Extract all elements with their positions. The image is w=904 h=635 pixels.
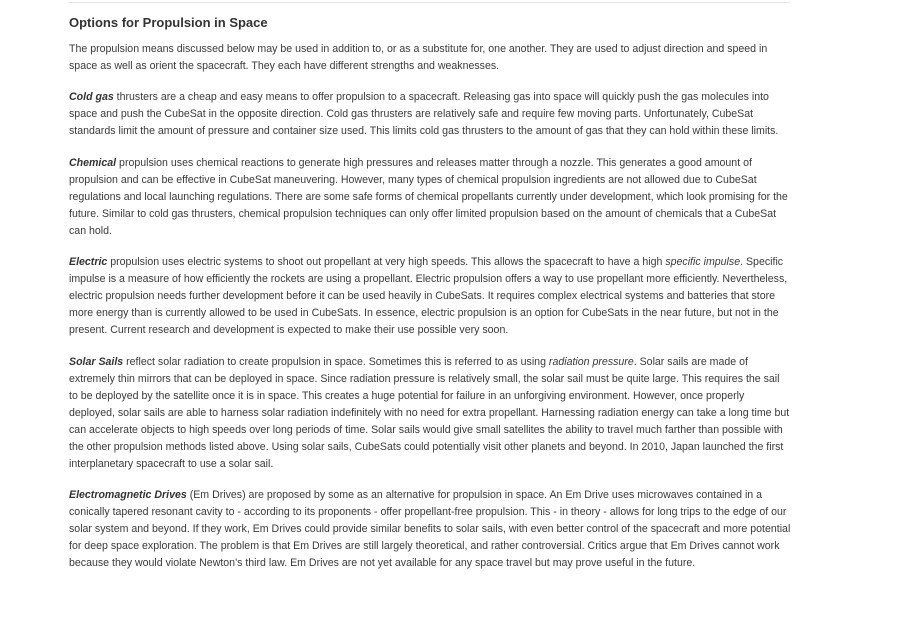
chemical-paragraph <box>69 155 791 240</box>
solar-sails-term: Solar Sails <box>69 355 124 368</box>
cold-gas-paragraph <box>69 89 791 140</box>
top-divider <box>69 2 790 3</box>
solar-sails-text-after: . Solar sails are made of extremely thin mirrors that can be deployed in space. Since radiation pressure is relatively small, the solar sail must be quite large. This requires the sail to be deployed by the satellite once it is in space. This creates a huge potential for failure in an unforgiving environment. However, once properly deployed, solar sails are able to harness solar radiation indefinitely with no need for extra propellant. Harnessing radiation energy can take a long time but can accelerate objects to high speeds over long periods of time. Solar sails would give small satellites the ability to travel much farther than possible with the other propulsion methods listed above. Using solar sails, CubeSats could potentially visit other planets and beyond. In 2010, Japan launched the first interplanetary spacecraft to use a solar sail. <box>69 355 790 470</box>
em-drives-term: Electromagnetic Drives <box>69 488 187 501</box>
solar-sails-text-before: reflect solar radiation to create propulsion in space. Sometimes this is referred to as using <box>123 355 549 368</box>
electric-text-before: propulsion uses electric systems to shoot out propellant at very high speeds. This allows the spacecraft to have a high <box>107 256 666 269</box>
em-drives-text: (Em Drives) are proposed by some as an alternative for propulsion in space. An Em Drive uses microwaves contained in a conically tapered resonant cavity to - according to its proponents - offer propellant-free propulsion. This - in theory - allows for long trips to the edge of our solar system and beyond. If they work, Em Drives could provide similar benefits to solar sails, with even better control of the spacecraft and more potential for deep space exploration. The problem is that Em Drives are still largely theoretical, and rather controversial. Critics argue that Em Drives cannot work because they would violate Newton's third law. Em Drives are not yet available for any space travel but may prove useful in the future. <box>69 488 791 569</box>
section-heading: Options for Propulsion in Space <box>69 15 268 30</box>
article-content <box>69 14 791 572</box>
chemical-term: Chemical <box>69 156 117 169</box>
electric-paragraph <box>69 254 791 339</box>
chemical-text: propulsion uses chemical reactions to generate high pressures and releases matter through a nozzle. This generates a good amount of propulsion and can be effective in CubeSat maneuvering. However, many types of chemical propulsion ingredients are not allowed due to CubeSat regulations and local launching regulations. There are some safe forms of chemical propellants currently under development, which look promising for the future. Similar to cold gas thrusters, chemical propulsion techniques can only offer limited propulsion based on the amount of chemicals that a CubeSat can hold. <box>69 156 788 237</box>
radiation-pressure-emphasis: radiation pressure <box>548 355 634 368</box>
intro-paragraph: The propulsion means discussed below may be used in addition to, or as a substitute for, one another. They are used to adjust direction and speed in space as well as orient the spacecraft. They each have different strengths and weaknesses. <box>69 43 768 72</box>
electric-text-after: . Specific impulse is a measure of how efficiently the rockets are using a propellant. Electric propulsion offers a way to use propellant more efficiently. Nevertheless, electric propulsion needs further development before it can be used heavily in CubeSats. It requires complex electrical systems and batteries that store more energy than is currently allowed to be used in CubeSats. In essence, electric propulsion is an option for CubeSats in the near future, but not in the present. Current research and development is expected to make their use possible very soon. <box>69 256 788 337</box>
cold-gas-term: Cold gas <box>69 91 114 104</box>
specific-impulse-emphasis: specific impulse <box>665 256 741 269</box>
solar-sails-paragraph <box>69 354 791 473</box>
cold-gas-text: thrusters are a cheap and easy means to offer propulsion to a spacecraft. Releasing gas into space will quickly push the gas molecules into space and push the CubeSat in the opposite direction. Cold gas thrusters are relatively safe and require few moving parts. Unfortunately, CubeSat standards limit the amount of pressure and container size used. This limits cold gas thrusters to the amount of gas that they can hold within these limits. <box>69 91 779 138</box>
electric-term: Electric <box>69 256 108 269</box>
em-drives-paragraph <box>69 487 791 572</box>
